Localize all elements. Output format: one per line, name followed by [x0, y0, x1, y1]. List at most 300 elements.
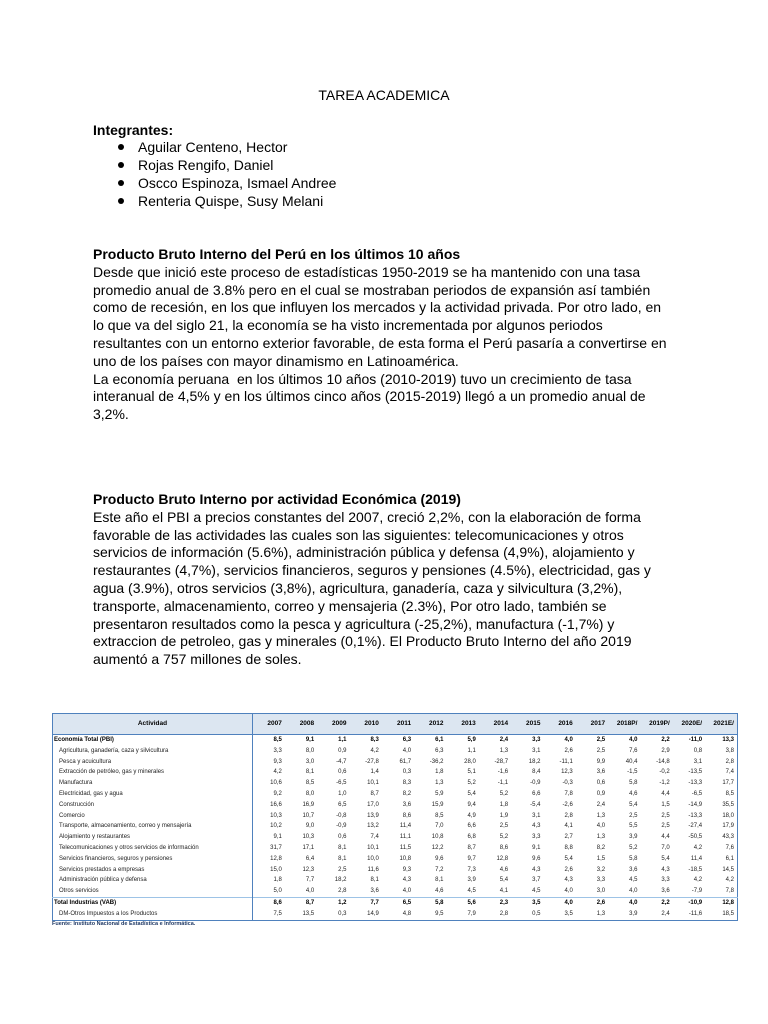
row-label: Administración pública y defensa — [53, 875, 253, 886]
table-cell: 4,2 — [273, 769, 282, 776]
table-row — [53, 854, 738, 865]
row-label: Transporte, almacenamiento, correo y mensajería — [53, 821, 253, 832]
table-cell: 9,9 — [596, 758, 606, 765]
table-cell: -27,8 — [365, 758, 379, 765]
table-row — [53, 767, 738, 778]
table-cell: 8,4 — [532, 769, 541, 776]
paragraph-line: 3,2%. — [93, 406, 129, 423]
table-row — [53, 811, 738, 822]
column-header-year: 2012 — [414, 714, 446, 735]
table-cell: 3,7 — [532, 877, 541, 884]
table-cell: 1,3 — [596, 812, 606, 819]
table-cell: 3,1 — [532, 812, 541, 819]
table-cell: 17,9 — [722, 823, 734, 830]
member-list-item — [118, 192, 336, 210]
table-row — [53, 865, 738, 876]
table-row — [53, 832, 738, 843]
table-row — [53, 909, 738, 920]
table-cell: 4,6 — [435, 888, 444, 895]
paragraph-line: transporte, almacenamiento, correo y mensajeria (2.3%), Por otro lado, también se — [93, 597, 607, 614]
table-cell: 14,9 — [367, 910, 379, 917]
table-cell: 9,5 — [435, 910, 444, 917]
table-cell: 35,5 — [722, 801, 734, 808]
section-paragraph — [93, 264, 667, 424]
table-cell: 4,0 — [629, 737, 638, 743]
table-cell: 5,4 — [661, 855, 670, 862]
table-cell: 12,8 — [496, 855, 509, 862]
column-header-year: 2009 — [317, 714, 349, 735]
table-cell: -14,9 — [688, 801, 703, 808]
column-header-year: 2010 — [349, 714, 381, 735]
table-cell: 11,4 — [690, 855, 703, 862]
table-cell: 4,3 — [402, 877, 412, 884]
paragraph-line: extraccion de petroleo, gas y minerales (0,1%). El Producto Bruto Interno del año 2019 — [93, 633, 632, 650]
paragraph-line: aumentó a 757 millones de soles. — [93, 651, 302, 668]
table-cell: 3,5 — [511, 897, 543, 908]
table-row — [53, 778, 738, 789]
column-header-year: 2007 — [253, 714, 285, 735]
table-cell: 1,8 — [273, 877, 282, 884]
table-cell: 2,4 — [596, 801, 606, 808]
table-cell: 2,5 — [661, 812, 670, 819]
table-cell: 18,2 — [334, 877, 347, 884]
table-cell: 10,3 — [302, 834, 315, 841]
table-cell: 1,3 — [499, 747, 509, 754]
table-cell: 3,9 — [629, 910, 638, 917]
column-header-year: 2017 — [576, 714, 608, 735]
paragraph-line: lo que va del siglo 21, la economía se ha visto incrementada por algunos periodos — [93, 317, 603, 334]
table-cell: 2,7 — [564, 834, 573, 841]
table-cell: 9,3 — [402, 866, 412, 873]
column-header-year: 2020E/ — [673, 714, 705, 735]
table-cell: -4,7 — [336, 758, 347, 765]
table-cell: 10,1 — [367, 780, 379, 787]
table-cell: 2,8 — [564, 812, 573, 819]
table-cell: -0,8 — [336, 812, 347, 819]
table-cell: -11,6 — [688, 910, 703, 917]
table-cell: 4,0 — [629, 888, 638, 895]
member-name: Renteria Quispe, Susy Melani — [138, 193, 324, 209]
table-cell: 4,3 — [532, 866, 541, 873]
table-cell: 2,5 — [596, 747, 606, 754]
row-label: Comercio — [53, 811, 253, 822]
table-cell: 18,5 — [722, 910, 734, 917]
table-cell: 0,9 — [596, 790, 606, 797]
table-cell: 17,0 — [367, 801, 379, 808]
table-cell: 4,0 — [608, 897, 640, 908]
table-body — [53, 735, 738, 921]
table-cell: 5,4 — [564, 855, 573, 862]
table-cell: 3,9 — [629, 834, 638, 841]
column-header-year: 2018P/ — [608, 714, 640, 735]
table-cell: 7,0 — [661, 844, 670, 851]
table-cell: 3,6 — [596, 769, 606, 776]
column-header-year: 2014 — [479, 714, 511, 735]
table-row — [53, 789, 738, 800]
table-cell: 2,8 — [725, 758, 734, 765]
table-cell: 7,9 — [467, 910, 476, 917]
paragraph-line: Este año el PBI a precios constantes del 2007, creció 2,2%, con la elaboración de forma — [93, 508, 641, 525]
table-cell: 9,7 — [467, 855, 476, 862]
table-cell: 8,7 — [370, 790, 379, 797]
table-cell: 2,4 — [661, 910, 670, 917]
column-header-year: 2015 — [511, 714, 543, 735]
table-cell: 4,6 — [629, 790, 638, 797]
table-cell: 16,6 — [270, 801, 282, 808]
table-cell: 17,1 — [302, 844, 315, 851]
section-gdp-by-activity — [93, 491, 651, 669]
table-cell: 4,5 — [629, 877, 638, 884]
paragraph-line: promedio anual de 3.8% pero en el cual se mostraban periodos de expansión así también — [93, 281, 651, 298]
table-row-total — [53, 735, 738, 746]
table-row — [53, 800, 738, 811]
table-cell: 0,3 — [338, 910, 347, 917]
table-cell: 2,5 — [629, 812, 638, 819]
table-cell: 1,3 — [435, 780, 444, 787]
table-cell: -18,5 — [688, 866, 703, 873]
column-header-year: 2008 — [285, 714, 317, 735]
table-cell: 2,5 — [499, 823, 509, 830]
table-cell: 2,5 — [661, 823, 670, 830]
table-cell: 0,8 — [693, 747, 703, 754]
table-cell: -27,4 — [688, 823, 703, 830]
table-cell: -6,5 — [691, 790, 703, 797]
table-cell: 5,2 — [467, 780, 476, 787]
member-list-item — [118, 138, 336, 156]
table-cell: -6,5 — [336, 780, 347, 787]
table-cell: 8,1 — [305, 769, 315, 776]
table-cell: 5,8 — [629, 780, 638, 787]
table-cell: 7,7 — [349, 897, 381, 908]
table-cell: 2,8 — [499, 910, 509, 917]
table-cell: 4,0 — [543, 897, 575, 908]
bullet-icon — [118, 162, 124, 168]
table-cell: 18,0 — [722, 812, 734, 819]
table-cell: 4,6 — [499, 866, 509, 873]
table-cell: -1,6 — [497, 769, 509, 776]
section-heading: Producto Bruto Interno por actividad Económica (2019) — [93, 491, 461, 507]
table-cell: 7,6 — [725, 844, 734, 851]
table-cell: 9,1 — [305, 737, 315, 743]
table-cell: 1,8 — [435, 769, 444, 776]
table-cell: 11,6 — [367, 866, 379, 873]
table-cell: -11,0 — [688, 737, 703, 743]
table-cell: 14,5 — [722, 866, 734, 873]
table-cell: 5,1 — [467, 769, 476, 776]
table-cell: 28,0 — [464, 758, 476, 765]
table-cell: 5,2 — [499, 834, 509, 841]
table-cell: 11,1 — [399, 834, 412, 841]
section-paragraph — [93, 509, 651, 669]
table-cell: 4,5 — [532, 888, 541, 895]
bullet-icon — [118, 198, 124, 204]
table-cell: 4,0 — [305, 888, 315, 895]
row-label: Total Industrias (VAB) — [53, 897, 253, 908]
table-cell: 1,5 — [661, 801, 670, 808]
table-cell: 9,6 — [532, 855, 541, 862]
table-cell: 7,3 — [467, 866, 476, 873]
table-cell: 8,5 — [273, 737, 282, 743]
table-cell: 5,2 — [629, 844, 638, 851]
table-cell: 5,4 — [629, 801, 638, 808]
table-cell: 12,3 — [302, 866, 315, 873]
section-gdp-last-decade — [93, 246, 667, 424]
table-row — [53, 886, 738, 897]
gdp-by-activity-table — [52, 713, 738, 921]
paragraph-line: resultantes con un entorno exterior favorable, de esta forma el Perú pasaría a convertirse en — [93, 334, 667, 351]
row-label: Telecomunicaciones y otros servicios de información — [53, 843, 253, 854]
table-cell: 2,6 — [564, 747, 573, 754]
table-cell: 13,5 — [302, 910, 315, 917]
table-cell: 16,9 — [302, 801, 315, 808]
table-cell: 1,1 — [338, 737, 347, 743]
table-cell: 1,3 — [596, 834, 606, 841]
table-cell: 8,2 — [402, 790, 412, 797]
table-cell: 15,9 — [431, 801, 444, 808]
table-cell: 5,9 — [435, 790, 444, 797]
table-cell: 4,2 — [725, 877, 734, 884]
table-cell: 8,6 — [402, 812, 412, 819]
table-cell: 4,1 — [564, 823, 573, 830]
table-cell: 4,0 — [402, 888, 412, 895]
table-cell: 10,7 — [302, 812, 315, 819]
member-list-item — [118, 174, 336, 192]
table-cell: 8,5 — [305, 780, 315, 787]
table-cell: 3,0 — [305, 758, 315, 765]
table-cell: 3,3 — [273, 747, 282, 754]
row-label: Alojamiento y restaurantes — [53, 832, 253, 843]
row-label: Pesca y acuicultura — [53, 757, 253, 768]
table-cell: 9,1 — [273, 834, 282, 841]
column-header-year: 2019P/ — [640, 714, 672, 735]
table-cell: 4,9 — [467, 812, 476, 819]
table-cell: 9,1 — [532, 844, 541, 851]
table-cell: 7,6 — [629, 747, 638, 754]
table-row-total — [53, 897, 738, 908]
row-label: Construcción — [53, 800, 253, 811]
table-cell: 10,6 — [270, 780, 282, 787]
table-cell: 6,6 — [532, 790, 541, 797]
table-cell: 2,3 — [479, 897, 511, 908]
table-cell: 2,2 — [640, 897, 672, 908]
table-cell: -7,9 — [691, 888, 703, 895]
table-cell: 6,1 — [435, 737, 444, 743]
member-name: Aguilar Centeno, Hector — [138, 139, 288, 155]
table-cell: 40,4 — [625, 758, 638, 765]
table-cell: 12,8 — [705, 897, 737, 908]
table-cell: 7,2 — [435, 866, 444, 873]
table-cell: 3,3 — [596, 877, 606, 884]
table-cell: 0,6 — [338, 769, 347, 776]
table-cell: 4,0 — [564, 888, 573, 895]
table-cell: 3,6 — [661, 888, 670, 895]
table-cell: 6,3 — [435, 747, 444, 754]
table-cell: 8,5 — [725, 790, 734, 797]
table-cell: -5,4 — [530, 801, 541, 808]
table-cell: 3,1 — [693, 758, 703, 765]
table-cell: 3,6 — [370, 888, 379, 895]
table-cell: 6,1 — [725, 855, 734, 862]
table-cell: -10,9 — [673, 897, 705, 908]
table-cell: 9,6 — [435, 855, 444, 862]
table-cell: 10,0 — [367, 855, 379, 862]
table-cell: 4,2 — [370, 747, 379, 754]
table-cell: 2,8 — [338, 888, 347, 895]
table-cell: 2,4 — [499, 737, 509, 743]
table-cell: 6,8 — [467, 834, 476, 841]
table-cell: -0,9 — [530, 780, 541, 787]
table-header-row — [53, 714, 738, 735]
table-cell: 6,3 — [402, 737, 412, 743]
table-cell: 4,5 — [467, 888, 476, 895]
table-cell: 8,3 — [370, 737, 379, 743]
table-cell: 0,9 — [338, 747, 347, 754]
table-cell: 8,8 — [564, 844, 573, 851]
table-cell: 2,6 — [564, 866, 573, 873]
table-cell: 1,8 — [499, 801, 509, 808]
table-cell: 10,8 — [431, 834, 444, 841]
table-cell: 4,4 — [661, 790, 670, 797]
table-cell: 5,5 — [629, 823, 638, 830]
table-row — [53, 821, 738, 832]
table-cell: -1,5 — [627, 769, 638, 776]
table-head — [53, 714, 738, 735]
table-cell: 18,2 — [528, 758, 541, 765]
table-cell: 4,0 — [402, 747, 412, 754]
paragraph-line: servicios de información (5.6%), administración pública y defensa (4,9%), alojamiento y — [93, 544, 635, 561]
gdp-table-figure — [52, 713, 738, 921]
table-cell: 5,8 — [414, 897, 446, 908]
table-cell: -11,1 — [559, 758, 573, 765]
table-cell: -2,6 — [562, 801, 573, 808]
table-cell: 2,5 — [338, 866, 347, 873]
paragraph-line: como de recesión, en los que influyen los mercados y la actividad privada. Por otro lado, en — [93, 299, 662, 316]
table-cell: 10,3 — [270, 812, 282, 819]
table-cell: 3,9 — [467, 877, 476, 884]
table-cell: 6,6 — [467, 823, 476, 830]
paragraph-line: Desde que inició este proceso de estadísticas 1950-2019 se ha mantenido con una tasa — [93, 263, 641, 280]
table-cell: 8,1 — [370, 877, 379, 884]
table-cell: -36,2 — [429, 758, 444, 765]
table-cell: 4,3 — [661, 866, 670, 873]
table-cell: 10,1 — [367, 844, 379, 851]
table-cell: 9,4 — [467, 801, 476, 808]
table-cell: 2,9 — [661, 747, 670, 754]
table-cell: 2,2 — [661, 737, 670, 743]
table-row — [53, 757, 738, 768]
table-cell: 7,8 — [564, 790, 573, 797]
paragraph-line: favorable de las actividades las cuales son las siguientes: telecomunicaciones y otros — [93, 526, 624, 543]
table-cell: 8,1 — [338, 844, 347, 851]
table-cell: 0,6 — [596, 780, 606, 787]
table-cell: 7,8 — [725, 888, 734, 895]
bullet-icon — [118, 180, 124, 186]
table-cell: 43,3 — [722, 834, 734, 841]
table-cell: -13,5 — [688, 769, 703, 776]
table-cell: 6,5 — [382, 897, 414, 908]
table-cell: -14,8 — [656, 758, 670, 765]
table-cell: 12,3 — [561, 769, 573, 776]
paragraph-line: interanual de 4,5% y en los últimos cinco años (2015-2019) llegó a un promedio anual de — [93, 388, 646, 405]
table-cell: 2,5 — [596, 737, 606, 743]
table-cell: 15,0 — [270, 866, 282, 873]
table-cell: 7,4 — [370, 834, 379, 841]
table-cell: 7,0 — [435, 823, 444, 830]
table-row — [53, 843, 738, 854]
paragraph-line: La economía peruana en los últimos 10 años (2010-2019) tuvo un crecimiento de tasa — [93, 370, 632, 387]
table-cell: 4,2 — [693, 844, 703, 851]
table-cell: 9,0 — [305, 823, 315, 830]
column-header-year: 2021E/ — [705, 714, 737, 735]
table-cell: 8,1 — [338, 855, 347, 862]
row-label: Electricidad, gas y agua — [53, 789, 253, 800]
table-cell: -50,5 — [688, 834, 703, 841]
table-cell: 8,6 — [253, 897, 285, 908]
table-cell: 5,4 — [499, 877, 509, 884]
table-cell: 4,0 — [564, 737, 573, 743]
table-cell: 13,9 — [367, 812, 379, 819]
table-cell: 7,4 — [725, 769, 734, 776]
table-cell: 3,6 — [402, 801, 412, 808]
table-cell: 1,4 — [370, 769, 379, 776]
table-cell: -1,2 — [659, 780, 670, 787]
table-cell: 1,2 — [317, 897, 349, 908]
row-label: Agricultura, ganadería, caza y silvicultura — [53, 746, 253, 757]
table-cell: -0,3 — [562, 780, 573, 787]
table-cell: 1,0 — [338, 790, 347, 797]
table-cell: 7,7 — [305, 877, 315, 884]
table-cell: 0,5 — [532, 910, 541, 917]
table-cell: 12,2 — [431, 844, 444, 851]
table-cell: 17,7 — [722, 780, 734, 787]
table-cell: 5,8 — [629, 855, 638, 862]
table-source-note: Fuente: Instituto Nacional de Estadística e Informática. — [52, 921, 196, 927]
table-cell: 3,1 — [532, 747, 541, 754]
table-cell: 8,6 — [499, 844, 509, 851]
column-header-year: 2016 — [543, 714, 575, 735]
paragraph-line: agua (3.9%), otros servicios (3,8%), agricultura, ganadería, caza y silvicultura (3,2%), — [93, 579, 623, 596]
document-title: TAREA ACADEMICA — [318, 87, 450, 103]
bullet-icon — [118, 144, 124, 150]
table-cell: 0,6 — [338, 834, 347, 841]
table-cell: 10,2 — [270, 823, 282, 830]
member-list-item — [118, 156, 336, 174]
row-label: Extracción de petróleo, gas y minerales — [53, 767, 253, 778]
table-cell: 3,3 — [532, 834, 541, 841]
table-cell: 1,3 — [596, 910, 606, 917]
row-label: Otros servicios — [53, 886, 253, 897]
column-header-year: 2013 — [446, 714, 478, 735]
row-label: DM-Otros Impuestos a los Productos — [53, 909, 253, 920]
table-cell: 3,6 — [629, 866, 638, 873]
members-heading: Integrantes: — [93, 122, 174, 138]
table-cell: -0,2 — [659, 769, 670, 776]
table-cell: 1,9 — [499, 812, 509, 819]
member-name: Oscco Espinoza, Ismael Andree — [138, 175, 337, 191]
paragraph-line: uno de los países con mayor dinamismo en Latinoamérica. — [93, 352, 459, 369]
column-header-year: 2011 — [382, 714, 414, 735]
table-cell: 4,2 — [693, 877, 703, 884]
table-cell: 8,3 — [402, 780, 412, 787]
table-cell: 11,4 — [399, 823, 412, 830]
table-cell: 4,0 — [596, 823, 606, 830]
table-cell: 13,3 — [722, 737, 734, 743]
table-cell: 1,5 — [596, 855, 606, 862]
table-cell: 12,8 — [270, 855, 282, 862]
table-cell: -28,7 — [494, 758, 509, 765]
table-cell: 5,2 — [499, 790, 509, 797]
table-cell: 13,2 — [367, 823, 379, 830]
